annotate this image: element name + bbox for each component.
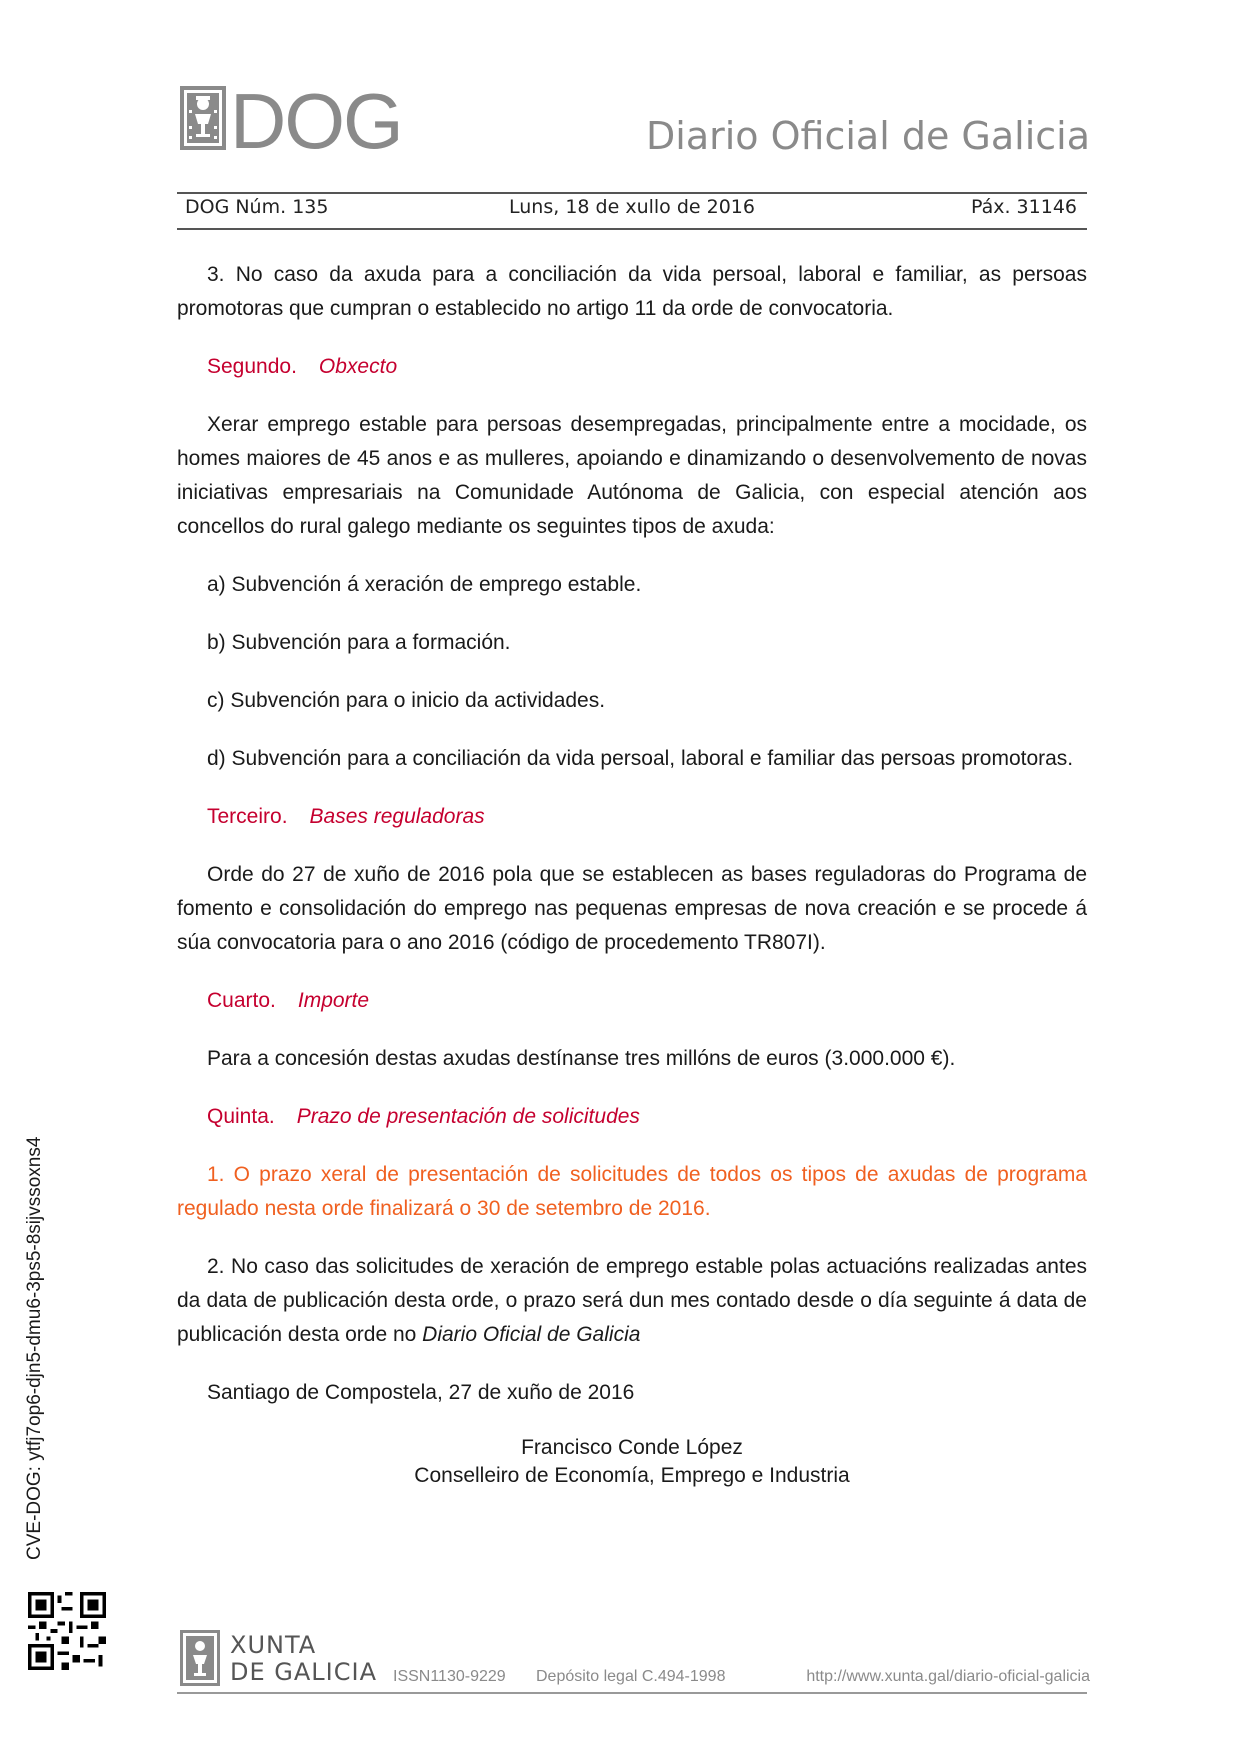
list-item-c: c) Subvención para o inicio da actividades. — [207, 689, 606, 712]
section-heading-terceiro — [177, 800, 1087, 834]
issue-number: DOG Núm. 135 — [185, 196, 329, 218]
paragraph-3-conciliation: 3. No caso da axuda para a conciliación da vida persoal, laboral e familiar, as persoas promotoras que cumpran o establecido no artigo 11 da orde de convocatoria. — [177, 263, 1087, 320]
list-item-a: a) Subvención á xeración de emprego estable. — [207, 573, 642, 596]
logo-line-2: DE GALICIA — [230, 1658, 377, 1686]
xunta-logo-text — [230, 1632, 377, 1686]
page-number: Páx. 31146 — [970, 196, 1077, 218]
section-title: Importe — [297, 989, 370, 1012]
issn: ISSN1130-9229 — [393, 1668, 506, 1685]
galicia-shield-icon — [180, 1630, 220, 1686]
section-number: Segundo. — [207, 355, 297, 378]
qr-code-icon — [28, 1592, 106, 1670]
journal-title: Diario Oficial de Galicia — [646, 114, 1090, 158]
journal-reference: Diario Oficial de Galicia — [422, 1323, 641, 1346]
section-heading-cuarto — [177, 984, 1087, 1018]
dog-logo — [180, 77, 420, 165]
paragraph-deadline-2 — [177, 1250, 1087, 1352]
logo-line-1: XUNTA — [230, 1631, 317, 1659]
header-divider-top — [177, 192, 1087, 194]
galicia-shield-icon — [180, 86, 226, 150]
logo-text: DOG — [230, 77, 402, 165]
paragraph-importe: Para a concesión destas axudas destínanse tres millóns de euros (3.000.000 €). — [207, 1047, 956, 1070]
cve-code: CVE-DOG: ytfj7op6-djn5-dmu6-3ps5-8sijvssoxns4 — [24, 1136, 45, 1560]
paragraph-bases: Orde do 27 de xuño de 2016 pola que se establecen as bases reguladoras do Programa de fomento e consolidación do emprego nas pequenas empresas de nova creación e se procede á súa convocatoria para o ano 2016 (código de procedemento TR807I). — [177, 863, 1087, 954]
signer-name: Francisco Conde López — [521, 1436, 743, 1459]
section-number: Cuarto. — [207, 989, 276, 1012]
document-body — [177, 258, 1087, 1490]
header-divider-bottom — [177, 228, 1087, 230]
journal-url-link[interactable]: http://www.xunta.gal/diario-oficial-galicia — [806, 1668, 1090, 1685]
issue-date: Luns, 18 de xullo de 2016 — [509, 196, 755, 218]
list-item-b: b) Subvención para a formación. — [207, 631, 511, 654]
place-date: Santiago de Compostela, 27 de xuño de 2016 — [207, 1381, 635, 1404]
paragraph-deadline-highlight: 1. O prazo xeral de presentación de solicitudes de todos os tipos de axudas de programa regulado nesta orde finalizará o 30 de setembro de 2016. — [177, 1163, 1087, 1220]
section-number: Terceiro. — [207, 805, 288, 828]
section-number: Quinta. — [207, 1105, 275, 1128]
section-title: Bases reguladoras — [309, 805, 485, 828]
footer-divider — [177, 1692, 1087, 1694]
deposito-legal: Depósito legal C.494-1998 — [536, 1668, 726, 1685]
section-heading-quinta — [177, 1100, 1087, 1134]
list-item-d: d) Subvención para a conciliación da vida persoal, laboral e familiar das persoas promotoras. — [207, 747, 1074, 770]
paragraph-obxecto: Xerar emprego estable para persoas desempregadas, principalmente entre a mocidade, os homes maiores de 45 anos e as mulleres, apoiando e dinamizando o desenvolvemento de novas iniciativas empresariais na Comunidade Autónoma de Galicia, con especial atención aos concellos do rural galego mediante os seguintes tipos de axuda: — [177, 413, 1087, 538]
xunta-logo — [180, 1630, 390, 1690]
section-title: Obxecto — [318, 355, 398, 378]
section-title: Prazo de presentación de solicitudes — [296, 1105, 640, 1128]
issue-header-bar — [177, 196, 1087, 226]
paragraph-text: 2. No caso das solicitudes de xeración de emprego estable polas actuacións realizadas antes da data de publicación desta orde, o prazo será dun mes contado desde o día seguinte á data de publicación desta orde no — [177, 1255, 1087, 1346]
section-heading-segundo — [177, 350, 1087, 384]
signer-role: Conselleiro de Economía, Emprego e Industria — [414, 1464, 850, 1487]
